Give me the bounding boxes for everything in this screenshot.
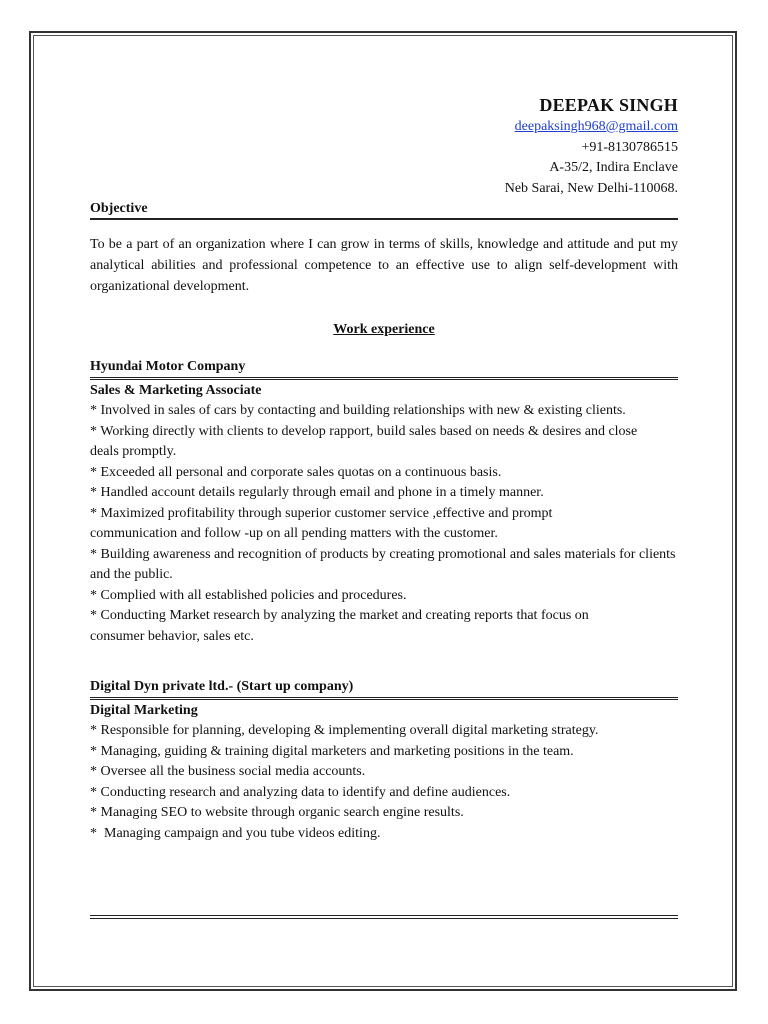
bullet-item: * Responsible for planning, developing & implementing overall digital marketing strategy. (90, 723, 599, 738)
email-link[interactable]: deepaksingh968@gmail.com (514, 119, 678, 134)
address-line-1: A-35/2, Indira Enclave (549, 160, 678, 175)
bullet-item: * Handled account details regularly through email and phone in a timely manner. (90, 485, 544, 500)
company-name: Hyundai Motor Company (90, 358, 678, 380)
phone-number: +91-8130786515 (581, 139, 678, 155)
objective-text: To be a part of an organization where I can grow in terms of skills, knowledge and attitude and put my analytical abilities and professional competence to an effective use to align self-development with organizational development. (90, 237, 678, 294)
job-role: Sales & Marketing Associate (90, 383, 262, 398)
job-role: Digital Marketing (90, 703, 198, 718)
job-bullets (90, 721, 678, 844)
objective-heading: Objective (90, 200, 678, 220)
contact-header (90, 94, 678, 199)
bullet-item: * Maximized profitability through superior customer service ,effective and prompt communication and follow -up on all pending matters with the customer. (90, 505, 553, 541)
job-bullets (90, 401, 678, 647)
bullet-item: * Complied with all established policies and procedures. (90, 587, 407, 603)
work-experience-title: Work experience (333, 322, 435, 337)
address-line-2: Neb Sarai, New Delhi-110068. (504, 180, 678, 196)
job-hyundai (90, 358, 678, 647)
bullet-item: * Building awareness and recognition of products by creating promotional and sales materials for clients and the public. (90, 546, 676, 582)
bullet-item: * Managing, guiding & training digital marketers and marketing positions in the team. (90, 743, 574, 759)
candidate-name: DEEPAK SINGH (539, 95, 678, 115)
bullet-item: * Exceeded all personal and corporate sales quotas on a continuous basis. (90, 464, 502, 480)
job-digital-dyn (90, 678, 678, 844)
bullet-item: * Managing SEO to website through organic search engine results. (90, 805, 464, 820)
bullet-item: * Conducting Market research by analyzing the market and creating reports that focus on consumer behavior, sales etc. (90, 608, 589, 644)
bullet-item: * Working directly with clients to develop rapport, build sales based on needs & desires and close deals promptly. (90, 423, 638, 459)
bullet-item: * Conducting research and analyzing data to identify and define audiences. (90, 784, 511, 800)
bullet-item: * Managing campaign and you tube videos editing. (90, 825, 381, 841)
bullet-item: * Oversee all the business social media accounts. (90, 764, 366, 779)
bullet-item: * Involved in sales of cars by contacting and building relationships with new & existing clients. (90, 403, 626, 418)
bottom-divider (90, 915, 678, 919)
resume-page (90, 94, 678, 844)
company-name: Digital Dyn private ltd.- (Start up company) (90, 678, 678, 700)
